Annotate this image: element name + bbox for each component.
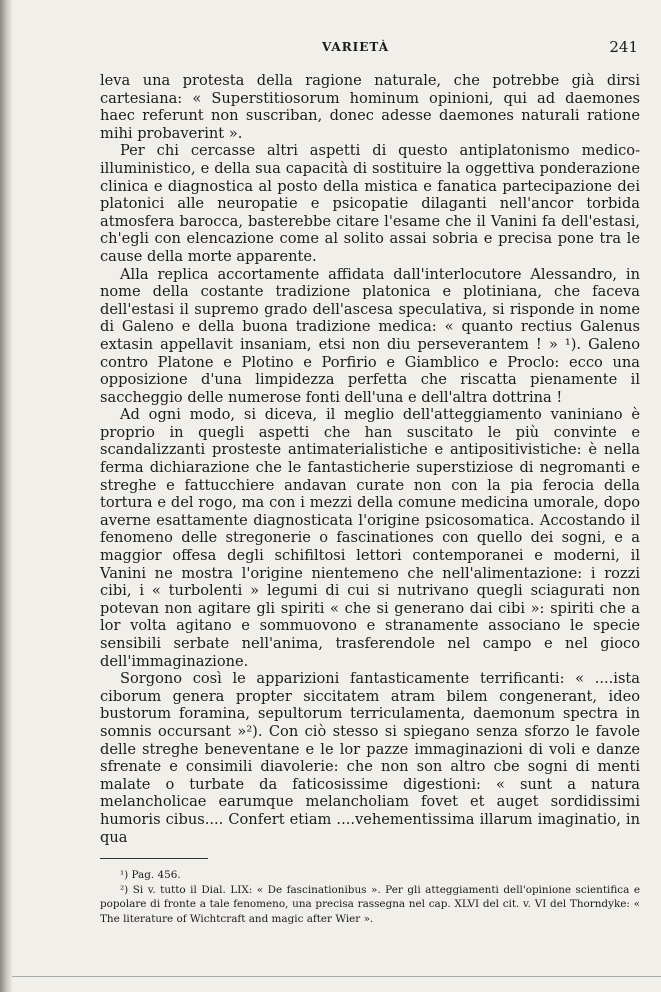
paragraph-3: Alla replica accortamente affidata dall'interlocutore Alessandro, in nome della costante tradizione platonica e plotiniana, che faceva dell'estasi il supremo grado dell'ascesa speculativa, si risponde in nome di Galeno e della buona tradizione medica: « quanto rectius Galenus extasin appellavit insaniam, etsi non diu perseverantem ! » ¹). Galeno contro Platone e Plotino e Porfirio e Giamblico e Proclo: ecco una opposizione d'una limpidezza perfetta che riscatta pienamente il saccheggio delle numerose fonti dell'una e dell'altra dottrina ! xyxy=(100,265,640,406)
footnotes xyxy=(100,868,640,926)
page-number: 241 xyxy=(609,38,638,56)
body-text xyxy=(100,72,640,846)
paragraph-1: leva una protesta della ragione naturale, che potrebbe già dirsi cartesiana: « Superstitiosorum hominum opinioni, qui ad daemones haec referunt non suscriban, donec adesse daemones naturali ratione mihi probaverint ». xyxy=(100,72,640,142)
paragraph-2: Per chi cercasse altri aspetti di questo antiplatonismo medico-illuministico, e della sua capacità di sostituire la oggettiva ponderazione clinica e diagnostica al posto della mistica e fanatica partecipazione dei platonici alle neuropatie e psicopatie dilaganti nell'ancor torbida atmosfera barocca, basterebbe citare l'esame che il Vanini fa dell'estasi, ch'egli con elencazione come al solito assai sobria e precisa pone tra le cause della morte apparente. xyxy=(100,142,640,265)
book-binding-edge xyxy=(0,0,12,992)
page-header xyxy=(100,38,640,60)
running-title: VARIETÀ xyxy=(322,40,390,54)
footnote-2: ²) Si v. tutto il Dial. LIX: « De fascinationibus ». Per gli atteggiamenti dell'opinione scientifica e popolare di fronte a tale fenomeno, una precisa rassegna nel cap. XLVI del cit. v. VI del Thorndyke: « The literature of Wichtcraft and magic after Wier ». xyxy=(100,883,640,925)
page-bottom-edge xyxy=(12,976,661,977)
paragraph-4: Ad ogni modo, si diceva, il meglio dell'atteggiamento vaniniano è proprio in quegli aspetti che han suscitato le più convinte e scandalizzanti prosteste antimaterialistiche e antipositivistiche: è nella ferma dichiarazione che le fantasticherie superstiziose di negromanti e streghe e fattucchiere andavan curate non con la pia ferocia della tortura e del rogo, ma con i mezzi della comune medicina umorale, dopo averne esattamente diagnosticata l'origine psicosomatica. Accostando il fenomeno delle stregonerie o fascinationes con quello dei sogni, e a maggior offesa degli schifiltosi lettori contemporanei e moderni, il Vanini ne mostra l'origine nientemeno che nell'alimentazione: i rozzi cibi, i « turbolenti » legumi di cui si nutrivano quegli sciagurati non potevan non agitare gli spiriti « che si generano dai cibi »: spiriti che a lor volta agitano e sommuovono e stranamente associano le specie sensibili serbate nell'anima, trasferendole nel campo e nel gioco dell'immaginazione. xyxy=(100,406,640,670)
footnote-1: ¹) Pag. 456. xyxy=(120,869,181,881)
footnote-rule xyxy=(100,858,208,859)
paragraph-5: Sorgono così le apparizioni fantasticamente terrificanti: « ....ista ciborum genera propter siccitatem atram bilem congenerant, ideo bustorum foramina, sepultorum terriculamenta, daemonum spectra in somnis occursant »²). Con ciò stesso si spiegano senza sforzo le favole delle streghe beneventane e le lor pazze immaginazioni di voli e danze sfrenate e consimili diavolerie: che non son altro cbe sogni di menti malate o turbate da faticosissime digestioni: « sunt a natura melancholicae earumque melancholiam fovet et auget sordidissimi humoris cibus.... Confert etiam ....vehementissima illarum imaginatio, in qua xyxy=(100,670,640,846)
